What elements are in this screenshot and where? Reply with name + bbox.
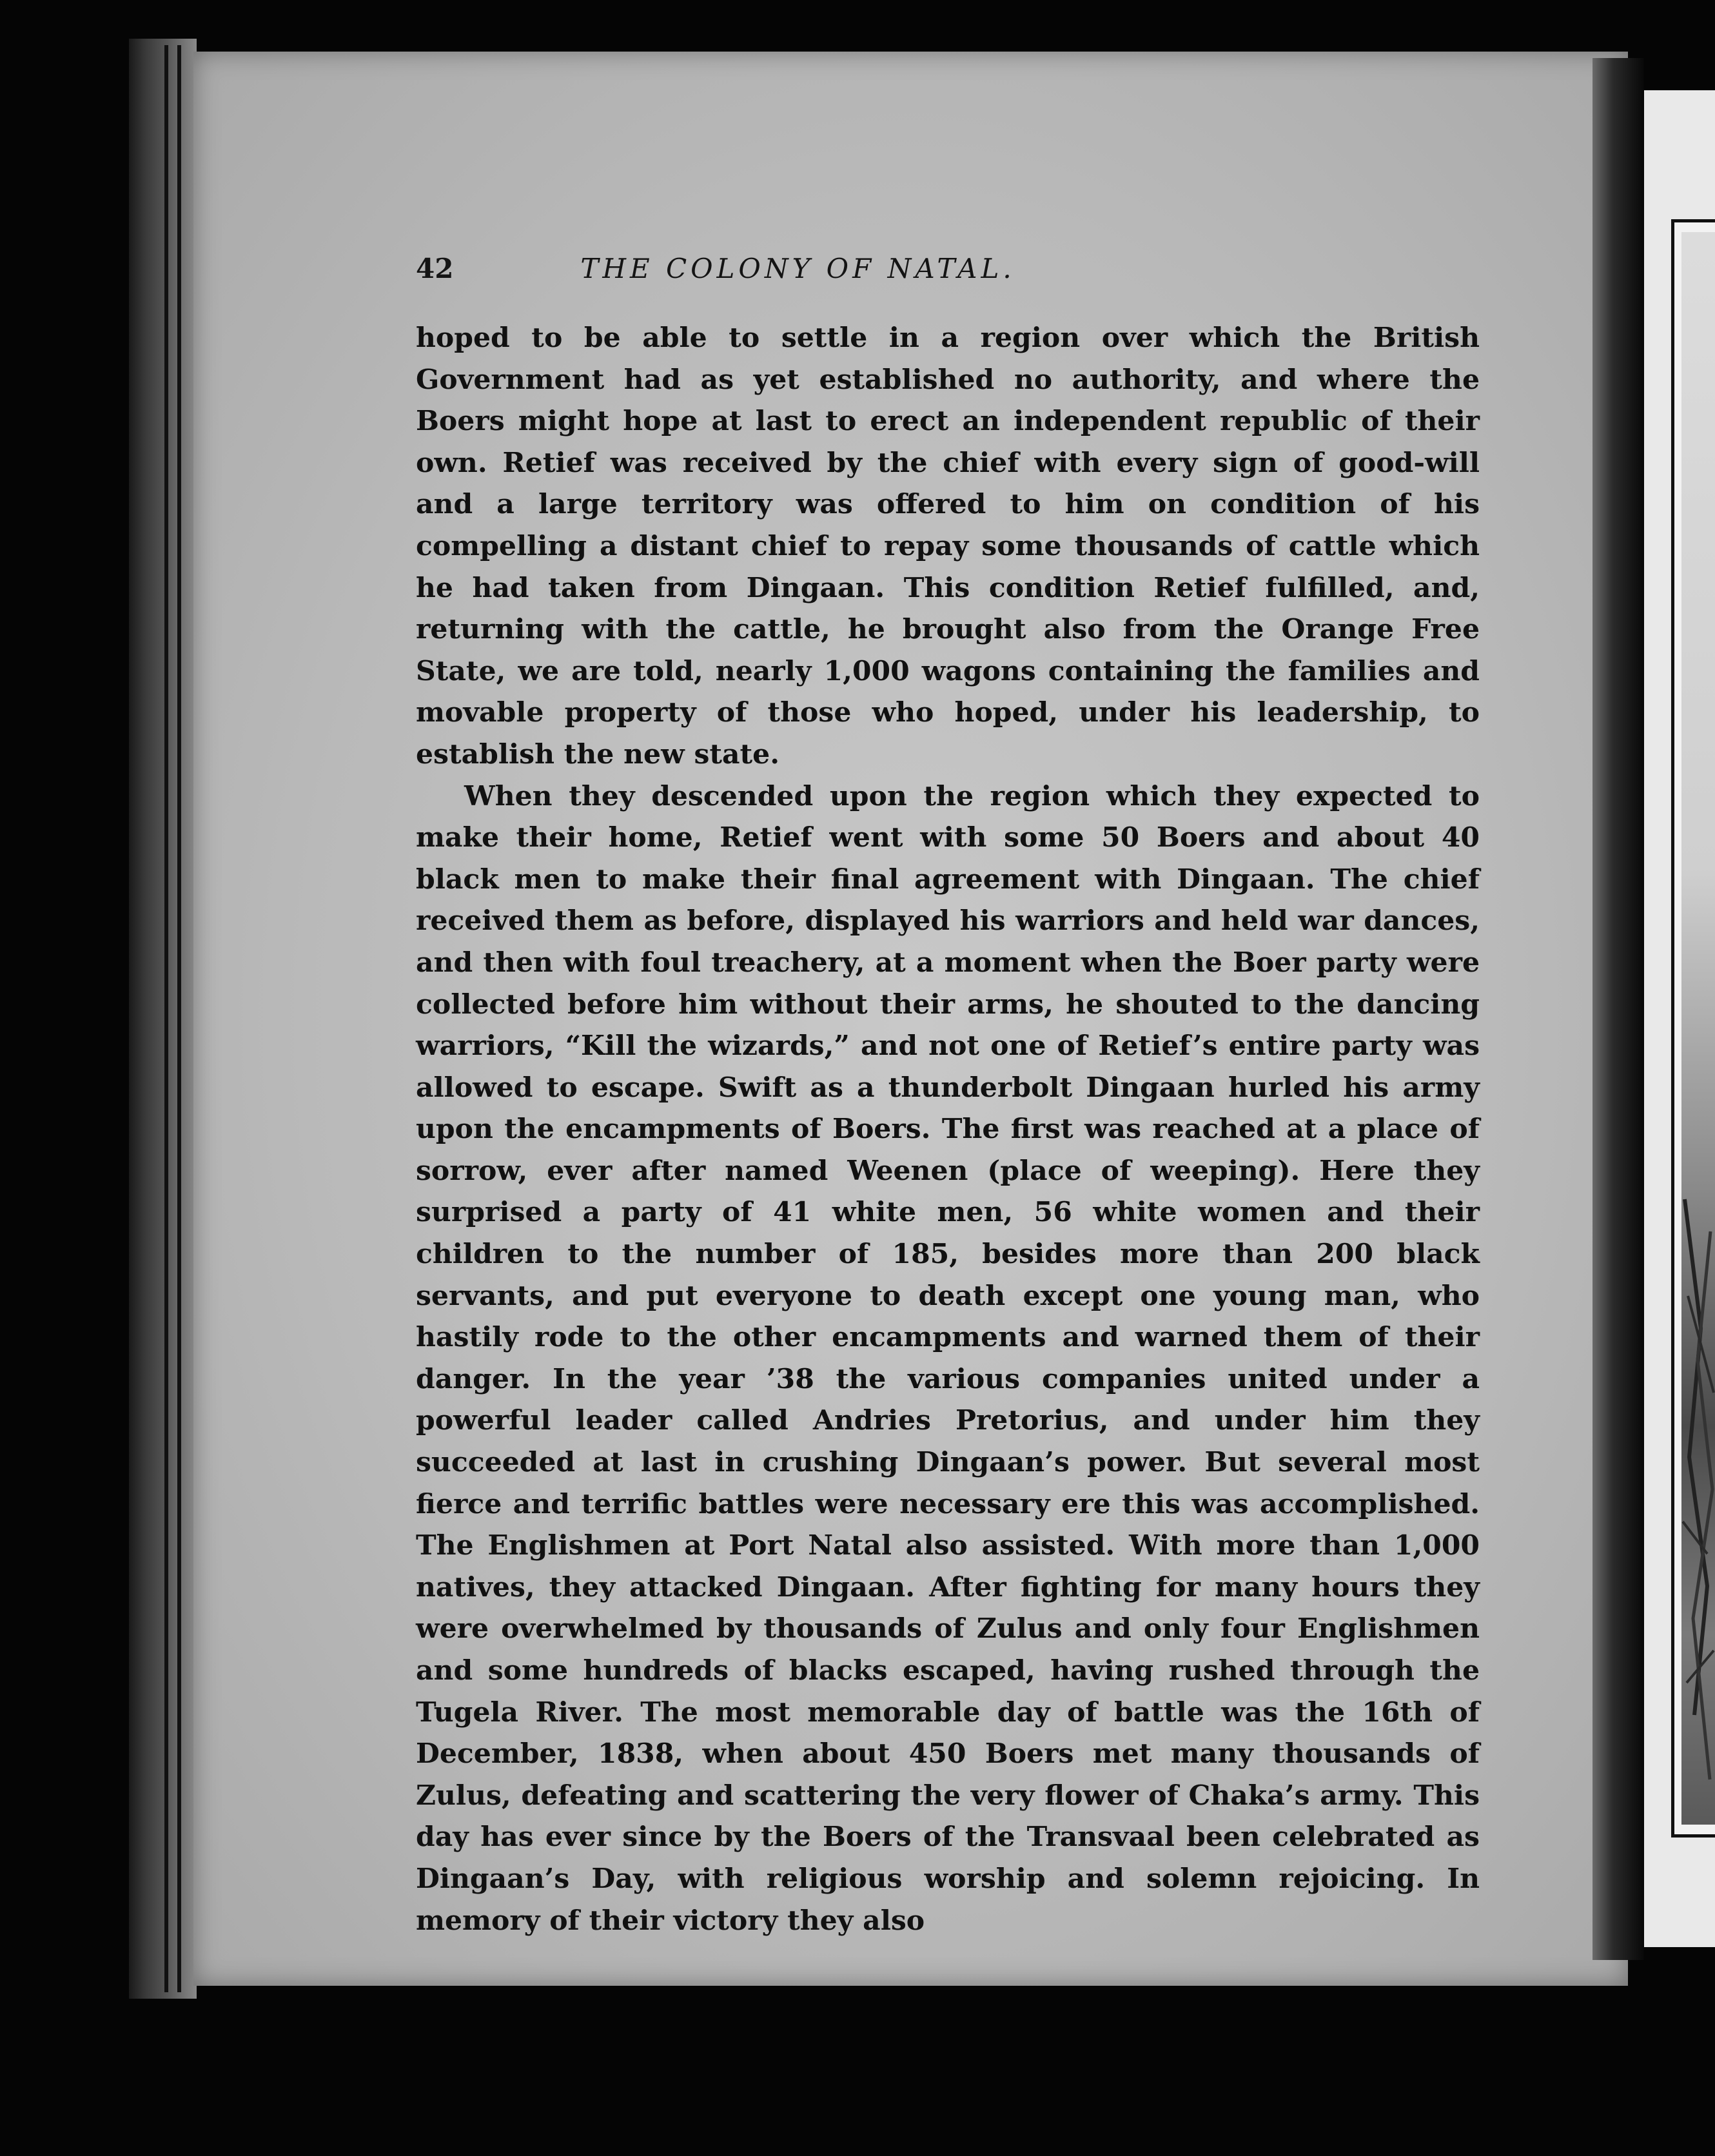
binding-line: [177, 45, 181, 1992]
book-binding-edge: [129, 39, 197, 1999]
adjacent-photograph: [1681, 232, 1715, 1825]
binding-line: [164, 45, 168, 1992]
page-number: 42: [416, 253, 454, 284]
running-head: THE COLONY OF NATAL.: [580, 253, 1015, 284]
body-text: [416, 317, 1480, 1941]
page-gutter-shadow: [1592, 58, 1644, 1960]
paragraph: When they descended upon the region which they expected to make their home, Retief went with some 50 Boers and about 40 black men to make their final agreement with Dingaan. The chief received them as before, displayed his warriors and held war dances, and then with foul treachery, at a moment when the Boer party were collected before him without their arms, he shouted to the dancing warriors, “Kill the wizards,” and not one of Retief’s entire party was allowed to escape. Swift as a thunderbolt Dingaan hurled his army upon the encampments of Boers. The first was reached at a place of sorrow, ever after named Weenen (place of weeping). Here they surprised a party of 41 white men, 56 white women and their children to the number of 185, besides more than 200 black servants, and put everyone to death except one young man, who hastily rode to the other encampments and warned them of their danger. In the year ’38 the various companies united under a powerful leader called Andries Pretorius, and under him they succeeded at last in crushing Dingaan’s power. But several most fierce and terrific battles were necessary ere this was accomplished. The Englishmen at Port Natal also assisted. With more than 1,000 natives, they attacked Dingaan. After fighting for many hours they were overwhelmed by thousands of Zulus and only four Englishmen and some hundreds of blacks escaped, having rushed through the Tugela River. The most memorable day of battle was the 16th of December, 1838, when about 450 Boers met many thousands of Zulus, defeating and scattering the very flower of Chaka’s army. This day has ever since by the Boers of the Transvaal been celebrated as Dingaan’s Day, with religious worship and solemn rejoicing. In memory of their victory they also: [416, 779, 1480, 1937]
page-header: [416, 253, 1180, 291]
tree-branches-image: [1681, 232, 1715, 1825]
paragraph: hoped to be able to settle in a region over which the British Government had as yet established no authority, and where the Boers might hope at last to erect an independent republic of their own. Retief was received by the chief with every sign of good-will and a large territory was offered to him on condition of his compelling a distant chief to repay some thousands of cattle which he had taken from Dingaan. This condition Retief fulfilled, and, returning with the cattle, he brought also from the Orange Free State, we are told, nearly 1,000 wagons containing the families and movable property of those who hoped, under his leadership, to establish the new state.: [416, 322, 1480, 770]
